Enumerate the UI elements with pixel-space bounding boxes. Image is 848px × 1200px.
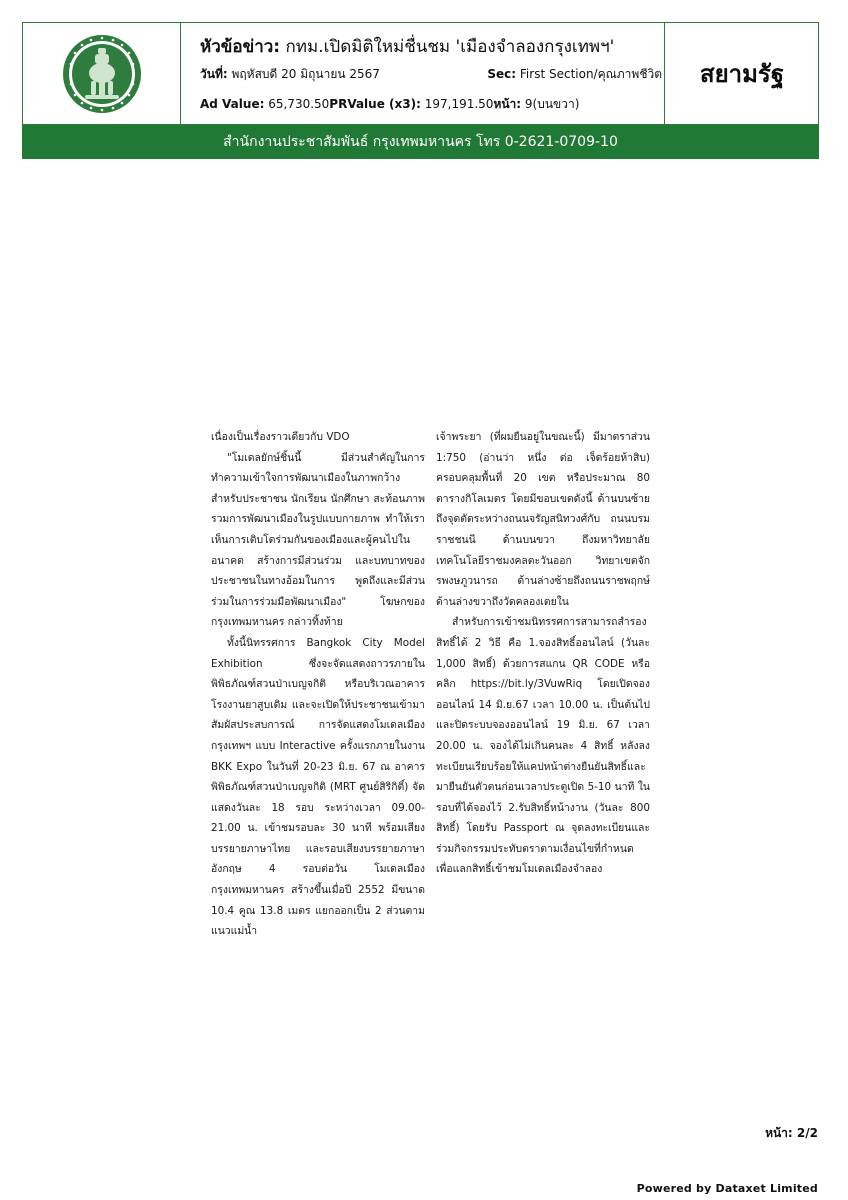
article-paragraph: "โมเดลยักษ์ชิ้นนี้ มีส่วนสำคัญในการทำความเข้าใจการพัฒนาเมืองในภาพกว้าง สำหรับประชาชน นักเรียน นักศึกษา สะท้อนภาพรวมการพัฒนาเมืองในรูปแบบกายภาพ ทำให้เราเห็นการเติบโตร่วมกันของเมืองและผู้คนไปในอนาคต สร้างการมีส่วนร่วม และบทบาทของประชาชนในทางอ้อมในการ พูดถึงและมีส่วนร่วมในการร่วมมือพัฒนาเมือง" โฆษกของกรุงเทพมหานคร กล่าวทิ้งท้าย bbox=[211, 451, 425, 629]
bangkok-seal-icon bbox=[61, 33, 143, 115]
page-label: หน้า: bbox=[493, 97, 522, 111]
article-paragraph: ทั้งนี้นิทรรศการ Bangkok City Model Exhibition ซึ่งจะจัดแสดงถาวรภายในพิพิธภัณฑ์สวนป่าเบญจกิติ หรือบริเวณอาคารโรงงานยาสูบเดิม และจะเปิดให้ประชาชนเข้ามาสัมผัสประสบการณ์ การจัดแสดงโมเดลเมืองกรุงเทพฯ แบบ Interactive ครั้งแรกภายในงาน BKK Expo ในวันที่ 20-23 มิ.ย. 67 ณ อาคารพิพิธภัณฑ์สวนป่าเบญจกิติ (MRT ศูนย์สิริกิติ์) จัดแสดงวันละ 18 รอบ ระหว่างเวลา 09.00-21.00 น. เข้าชมรอบละ 30 นาที พร้อมเสียงบรรยายภาษาไทย และรอบเสียงบรรยายภาษาอังกฤษ 4 รอบต่อวัน โมเดลเมืองกรุงเทพมหานคร สร้างขึ้นเมื่อปี 2552 มีขนาด 10.4 คูณ 13.8 เมตร แยกออกเป็น 2 ส่วนตามแนวแม่น้ำ bbox=[211, 636, 425, 938]
newspaper-name: สยามรัฐ bbox=[699, 60, 785, 88]
article-column-right bbox=[436, 427, 650, 880]
clipping-header bbox=[22, 22, 819, 125]
pr-value-label: PRValue (x3): bbox=[329, 97, 421, 111]
headline-row bbox=[200, 33, 614, 60]
section-value: First Section/คุณภาพชีวิต bbox=[519, 67, 662, 81]
page-number-value: 2/2 bbox=[796, 1126, 818, 1140]
section-label: Sec: bbox=[487, 67, 517, 81]
page-number-label: หน้า: bbox=[765, 1126, 793, 1140]
section bbox=[487, 65, 662, 84]
headline-label: หัวข้อข่าว: bbox=[200, 37, 281, 57]
page-number bbox=[765, 1124, 818, 1143]
agency-banner-text: สำนักงานประชาสัมพันธ์ กรุงเทพมหานคร โทร 0-2621-0709-10 bbox=[223, 134, 618, 150]
article-paragraph: สำหรับการเข้าชมนิทรรศการสามารถสำรองสิทธิ์ได้ 2 วิธี คือ 1.จองสิทธิ์ออนไลน์ (วันละ 1,000 สิทธิ์) ด้วยการสแกน QR CODE หรือคลิก https://bit.ly/3VuwRiq โดยเปิดจองออนไลน์ 14 มิ.ย.67 เวลา 10.00 น. เป็นต้นไป และปิดระบบจองออนไลน์ 19 มิ.ย. 67 เวลา 20.00 น. จองได้ไม่เกินคนละ 4 สิทธิ์ หลังลงทะเบียนเรียบร้อยให้แคปหน้าต่างยืนยันสิทธิ์และมายืนยันตัวตนก่อนเวลาประตูเปิด 5-10 นาที ในรอบที่ได้จองไว้ 2.รับสิทธิ์หน้างาน (วันละ 800 สิทธิ์) โดยรับ Passport ณ จุดลงทะเบียนและร่วมกิจกรรมประทับตราตามเงื่อนไขที่กำหนดเพื่อแลกสิทธิ์เข้าชมโมเดลเมืองจำลอง bbox=[436, 616, 650, 876]
powered-by: Powered by Dataxet Limited bbox=[636, 1182, 818, 1195]
ad-value: 65,730.50 bbox=[268, 97, 330, 111]
clipping-info bbox=[180, 23, 664, 124]
agency-banner bbox=[22, 125, 819, 159]
date-value: พฤหัสบดี 20 มิถุนายน 2567 bbox=[231, 67, 380, 81]
headline: กทม.เปิดมิติใหม่ชื่นชม 'เมืองจำลองกรุงเทพฯ' bbox=[285, 37, 615, 57]
page-value: 9(บนขวา) bbox=[524, 97, 580, 111]
date-label: วันที่: bbox=[200, 67, 228, 81]
value-row bbox=[200, 95, 579, 114]
ad-value-label: Ad Value: bbox=[200, 97, 265, 111]
brand-cell bbox=[664, 23, 819, 124]
logo-cell bbox=[23, 23, 181, 124]
article-paragraph: เจ้าพระยา (ที่ผมยืนอยู่ในขณะนี้) มีมาตราส่วน 1:750 (อ่านว่า หนึ่ง ต่อ เจ็ดร้อยห้าสิบ) ครอบคลุมพื้นที่ 20 เขต หรือประมาณ 80 ตารางกิโลเมตร โดยมีขอบเขตดังนี้ ด้านบนซ้าย ถึงจุดตัดระหว่างถนนจรัญสนิทวงศ์กับ ถนนบรมราชชนนี ด้านบนขวา ถึงมหาวิทยาลัยเทคโนโลยีราชมงคลตะวันออก วิทยาเขตจักรพงษภูวนารถ ด้านล่างซ้ายถึงถนนราชพฤกษ์ ด้านล่างขวาถึงวัดคลองเตยใน bbox=[436, 431, 650, 608]
article-column-left bbox=[211, 427, 425, 942]
date-row bbox=[200, 65, 662, 84]
article-paragraph: เนื่องเป็นเรื่องราวเดียวกับ VDO bbox=[211, 431, 350, 443]
pr-value: 197,191.50 bbox=[424, 97, 494, 111]
